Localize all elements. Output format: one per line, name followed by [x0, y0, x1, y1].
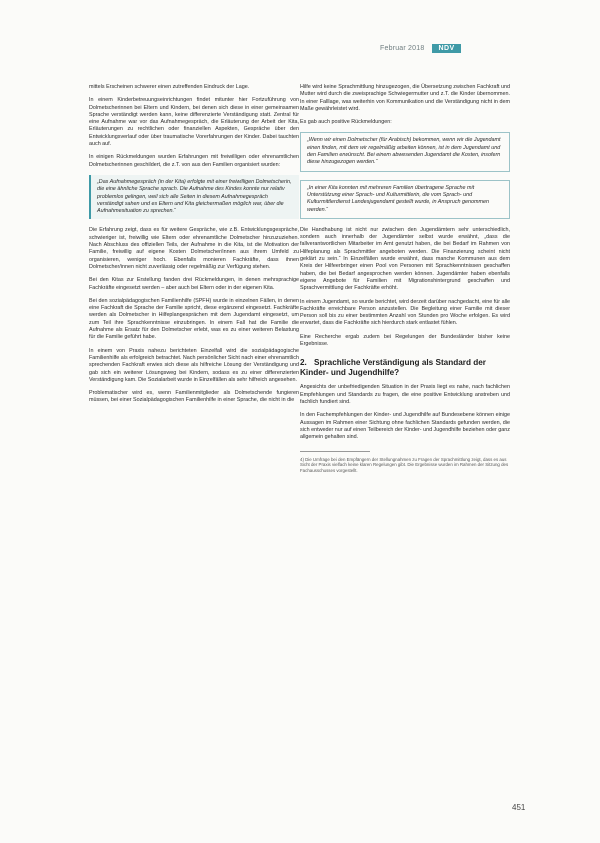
- footnote: 4) Die Umfrage bei den Empfängern der Stellungnahmen zu Fragen der Sprachmittlung zeigt, dass es aus Sicht der Praxis vielfach keine klaren Regelungen gibt. Die Ergebnisse wurden im Rahmen der Sitzung des Fachausschusses vorgestellt.: [300, 456, 509, 473]
- paragraph: Angesichts der unbefriedigenden Situation in der Praxis liegt es nahe, nach fachlichen Empfehlungen und Standards zu fragen, die eine positive Entwicklung anstreben und fachlich fundiert sind.: [300, 384, 510, 405]
- paragraph: In einem von Praxis nahezu berichteten Einzelfall wird die sozialpädagogische Familienhilfe als erfolgreich betrachtet. Nach persönlicher Sicht nach einer ehrenamtlich sprechenden Fachkraft erwies sich diese als hilfreiche Lösung der Verständigung und gab sich ein weiterer Lösungsweg bei Kindern, sodass es zu einer differenzierten Verständigung kam. Die Sozialarbeit wurde in Einzelfällen als sehr hilfreich angesehen.: [89, 347, 299, 383]
- paragraph: Die Erfahrung zeigt, dass es für weitere Gespräche, wie z.B. Entwicklungsgespräche, schwieriger ist, freiwillig wie Eltern oder ehrenamtliche Dolmetscher hinzuzuziehen. Nach Abschluss des offiziellen Teils, der Aufnahme in die Kita, ist die Motivation der Familie, freiwillig auf eigene Kosten Dolmetscher/innen aus ihrem Umfeld zu organisieren, weniger hoch. Ebenfalls monieren Fachkräfte, dass ihnen Dolmetscher/innen nicht zuverlässig oder regelmäßig zur Verfügung stehen.: [89, 227, 299, 270]
- page-number: 451: [512, 803, 526, 812]
- paragraph: In einem Kinderbetreuungseinrichtungen findet mitunter hier Fortzuführung von Dolmetscherinnen bei Eltern und Kindern, bei denen sich diese in einer gemeinsamen Sprache verständigt werden kann, keine differenzierte Verständigung statt. Zentral für eine Aufnahme war vor das Aufnahmegespräch, die Erläuterung der Arbeit der Kita, Erläuterungen zu rechtlichen oder finanziellen Aspekten, Gespräche über den Entwicklungsverlauf oder über traumatische Vorerfahrungen der Kinder. Dabei tauchten auch auf.: [89, 97, 299, 148]
- left-column: [89, 84, 299, 411]
- section-number: 2.: [300, 358, 307, 368]
- paragraph: In einem Jugendamt, so wurde berichtet, wird derzeit darüber nachgedacht, eine für alle Fachkräfte erreichbare Person anzustellen. Die Begleitung einer Familie mit dieser Person soll bis zu einer bestimmten Anzahl von Stunden pro Woche erfolgen. Es wird erwartet, dass die Fachkräfte sich hierdurch stark entlastet fühlen.: [300, 298, 510, 327]
- section-heading: [300, 358, 510, 378]
- section-title: Sprachliche Verständigung als Standard der Kinder- und Jugendhilfe?: [300, 358, 486, 378]
- right-column: [300, 84, 510, 478]
- quote-box: „In einer Kita konnten mit mehreren Familien übertragene Sprache mit Unterstützung einer Sprach- und Kulturmittlerin, die vom Sprach- und Kulturmittlerdienst Landesjugendamt gestellt wurde, in Anspruch genommen werden.“: [300, 180, 510, 219]
- paragraph: Eine Recherche ergab zudem bei Regelungen der Bundesländer bisher keine Ergebnisse.: [300, 333, 510, 348]
- header-date: Februar 2018: [380, 44, 425, 52]
- journal-badge: NDV: [432, 44, 460, 53]
- paragraph: Problematischer wird es, wenn Familienmitglieder als Dolmetschende fungieren müssen, bei einer Sozialpädagogischen Familienhilfe in einer Sprache, die nicht in die: [89, 390, 299, 404]
- paragraph: Die Handhabung ist nicht nur zwischen den Jugendämtern sehr unterschiedlich, sondern auch innerhalb der Jugendämter selbst wurde erwähnt, „dass die fallverantwortlichen Mitarbeiter im Amt genutzt haben, die bei Bedarf im Rahmen von Hilfeplanung als Sprachmittler angeboten werden. Die Finanzierung scheint nicht geklärt zu sein.“ In Einzelfällen wurde erwähnt, dass manche Kommunen aus dem Kreis der Hilfeerbringer einen Pool von Personen mit Sprachkenntnissen geschaffen haben, die bei Bedarf angesprochen werden können. Jugendämter haben ebenfalls eigene Angebote für Familien mit Migrationshintergrund geschaffen und Sprachvermittlung der Fachkräfte erhöht.: [300, 226, 510, 292]
- running-header: [380, 42, 461, 54]
- paragraph: Hilfe wird keine Sprachmittlung hinzugezogen, die Übersetzung zwischen Fachkraft und Mutter wird durch die zweisprachige Schwiegermutter und z.T. die Kinder übernommen. In einer Falllage, was weiterhin von Kommunikation und die Verständigung nicht in dem Maße gewährleistet wird.: [300, 84, 510, 112]
- paragraph: In den Fachempfehlungen der Kinder- und Jugendhilfe auf Bundesebene können einige Aussagen im Rahmen einer Sichtung ohne fachlichen Standards gefunden werden, die sich entweder nur auf einen Teilbereich der Kinder- und Jugendhilfe beziehen oder ganz allgemein gehalten sind.: [300, 412, 510, 441]
- paragraph: Es gab auch positive Rückmeldungen:: [300, 119, 392, 126]
- paragraph: In einigen Rückmeldungen wurden Erfahrungen mit freiwilligen oder ehrenamtlichen Dolmetscherinnen geschildert, die z.T. von aus den Familien organisiert wurden:: [89, 154, 299, 168]
- paragraph: Bei den Kitas zur Erstellung fanden drei Rückmeldungen, in denen mehrsprachige Fachkräfte eingesetzt werden – aber auch bei Eltern oder in der eigenen Kita.: [89, 277, 299, 291]
- quote-box: „Wenn wir einen Dolmetscher (für Arabisch) bekommen, wenn wir die Jugendamt einen finden, mit dem wir regelmäßig arbeiten können, ist in dem Jugendamt und den Familien erwünscht. Bei einem abwesenden Jugendamt die Kosten, insofern diese hinzugezogen werden.“: [300, 132, 510, 171]
- quote-box: „Das Aufnahmegespräch (in der Kita) erfolgte mit einer freiwilligen Dolmetscherin, die eine ähnliche Sprache sprach. Die Aufnahme des Kindes konnte nur relativ problemlos gelingen, weil sich alle Seiten in diesem Aufnahmegespräch verständigt sahen und es Eltern und Kita gleichermaßen möglich war, über die Aufnahmesituation zu sprechen.“: [89, 175, 299, 219]
- paragraph: Bei den sozialpädagogischen Familienhilfe (SPFH) wurde in einzelnen Fällen, in denen eine Fachkraft die Sprache der Familie spricht, diese ergänzend eingesetzt. Fachkräfte werden als Dolmetscher in Hilfeplangesprächen mit dem Jugendamt eingesetzt, um zum Teil ihre Sprachkenntnisse einzubringen. In einem Fall hat die Familie die Aufnahme als Ersatz für den Dolmetscher erlebt, was es zu einer weiteren Belastung für die Familie geführt habe.: [89, 297, 299, 341]
- footnote-divider: [300, 451, 370, 452]
- paragraph: mittels Erscheinen schwerer einen zutreffenden Eindruck der Lage.: [89, 84, 250, 90]
